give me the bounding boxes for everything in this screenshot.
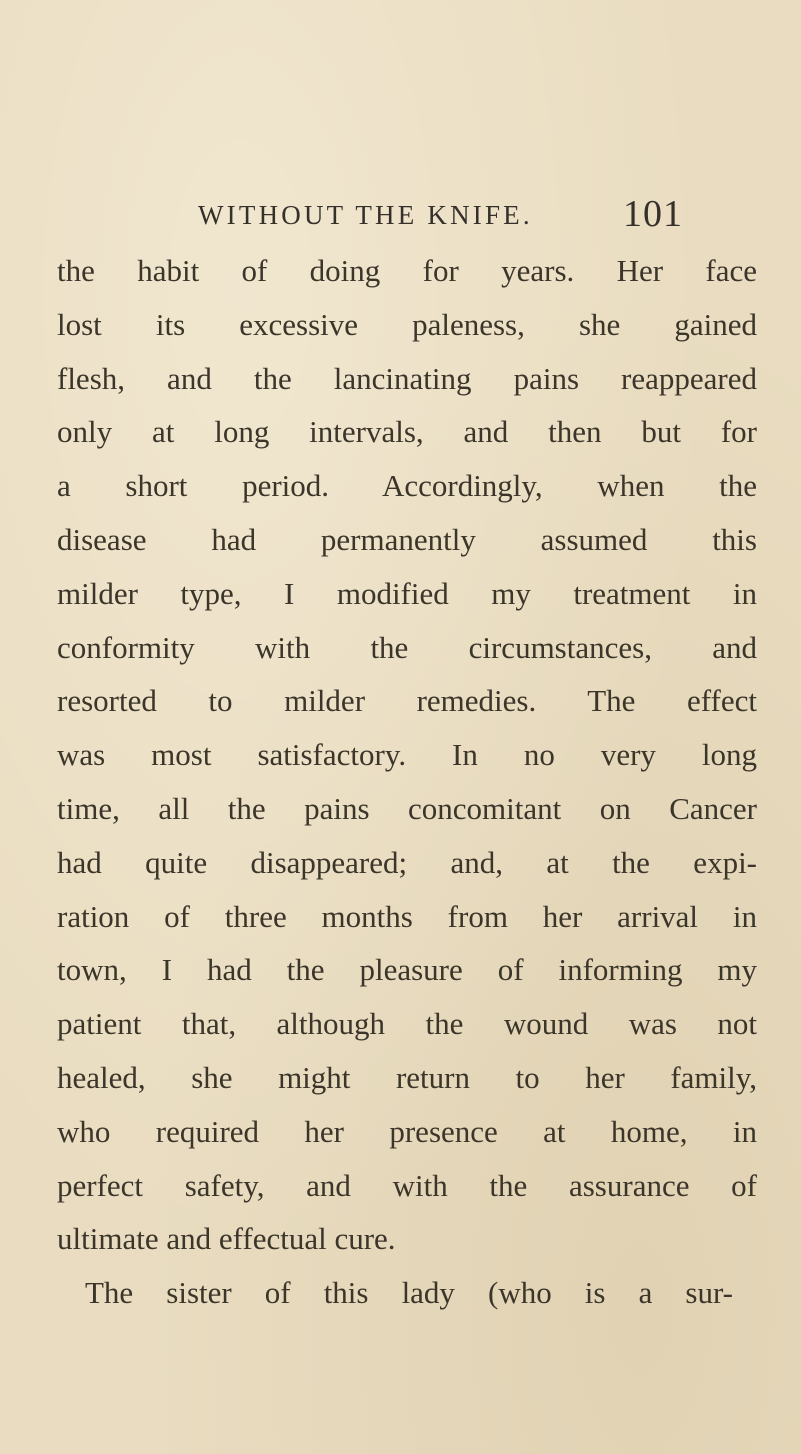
text-line: conformity with the circumstances, and: [57, 629, 757, 665]
text-line: ration of three months from her arrival in: [57, 898, 757, 934]
text-line: healed, she might return to her family,: [57, 1059, 757, 1095]
paragraph-end-line: ultimate and effectual cure.: [57, 1221, 396, 1257]
running-title: WITHOUT THE KNIFE.: [198, 200, 533, 230]
text-line: lost its excessive paleness, she gained: [57, 306, 757, 342]
text-line: who required her presence at home, in: [57, 1113, 757, 1149]
text-line: perfect safety, and with the assurance of: [57, 1167, 757, 1203]
text-line: only at long intervals, and then but for: [57, 414, 757, 450]
text-line: a short period. Accordingly, when the: [57, 468, 757, 504]
text-line: had quite disappeared; and, at the expi-: [57, 844, 757, 880]
text-line: disease had permanently assumed this: [57, 521, 757, 557]
body-text: [57, 244, 757, 1320]
text-line: time, all the pains concomitant on Cancer: [57, 790, 757, 826]
text-line: The sister of this lady (who is a sur-: [85, 1275, 733, 1311]
text-line: was most satisfactory. In no very long: [57, 737, 757, 773]
text-line: the habit of doing for years. Her face: [57, 253, 757, 288]
text-line: patient that, although the wound was not: [57, 1006, 757, 1042]
text-line: milder type, I modified my treatment in: [57, 575, 757, 611]
page-number: 101: [623, 193, 683, 235]
text-line: flesh, and the lancinating pains reappeared: [57, 360, 757, 396]
text-line: town, I had the pleasure of informing my: [57, 952, 757, 988]
text-line: resorted to milder remedies. The effect: [57, 683, 757, 719]
running-head: [198, 192, 683, 242]
